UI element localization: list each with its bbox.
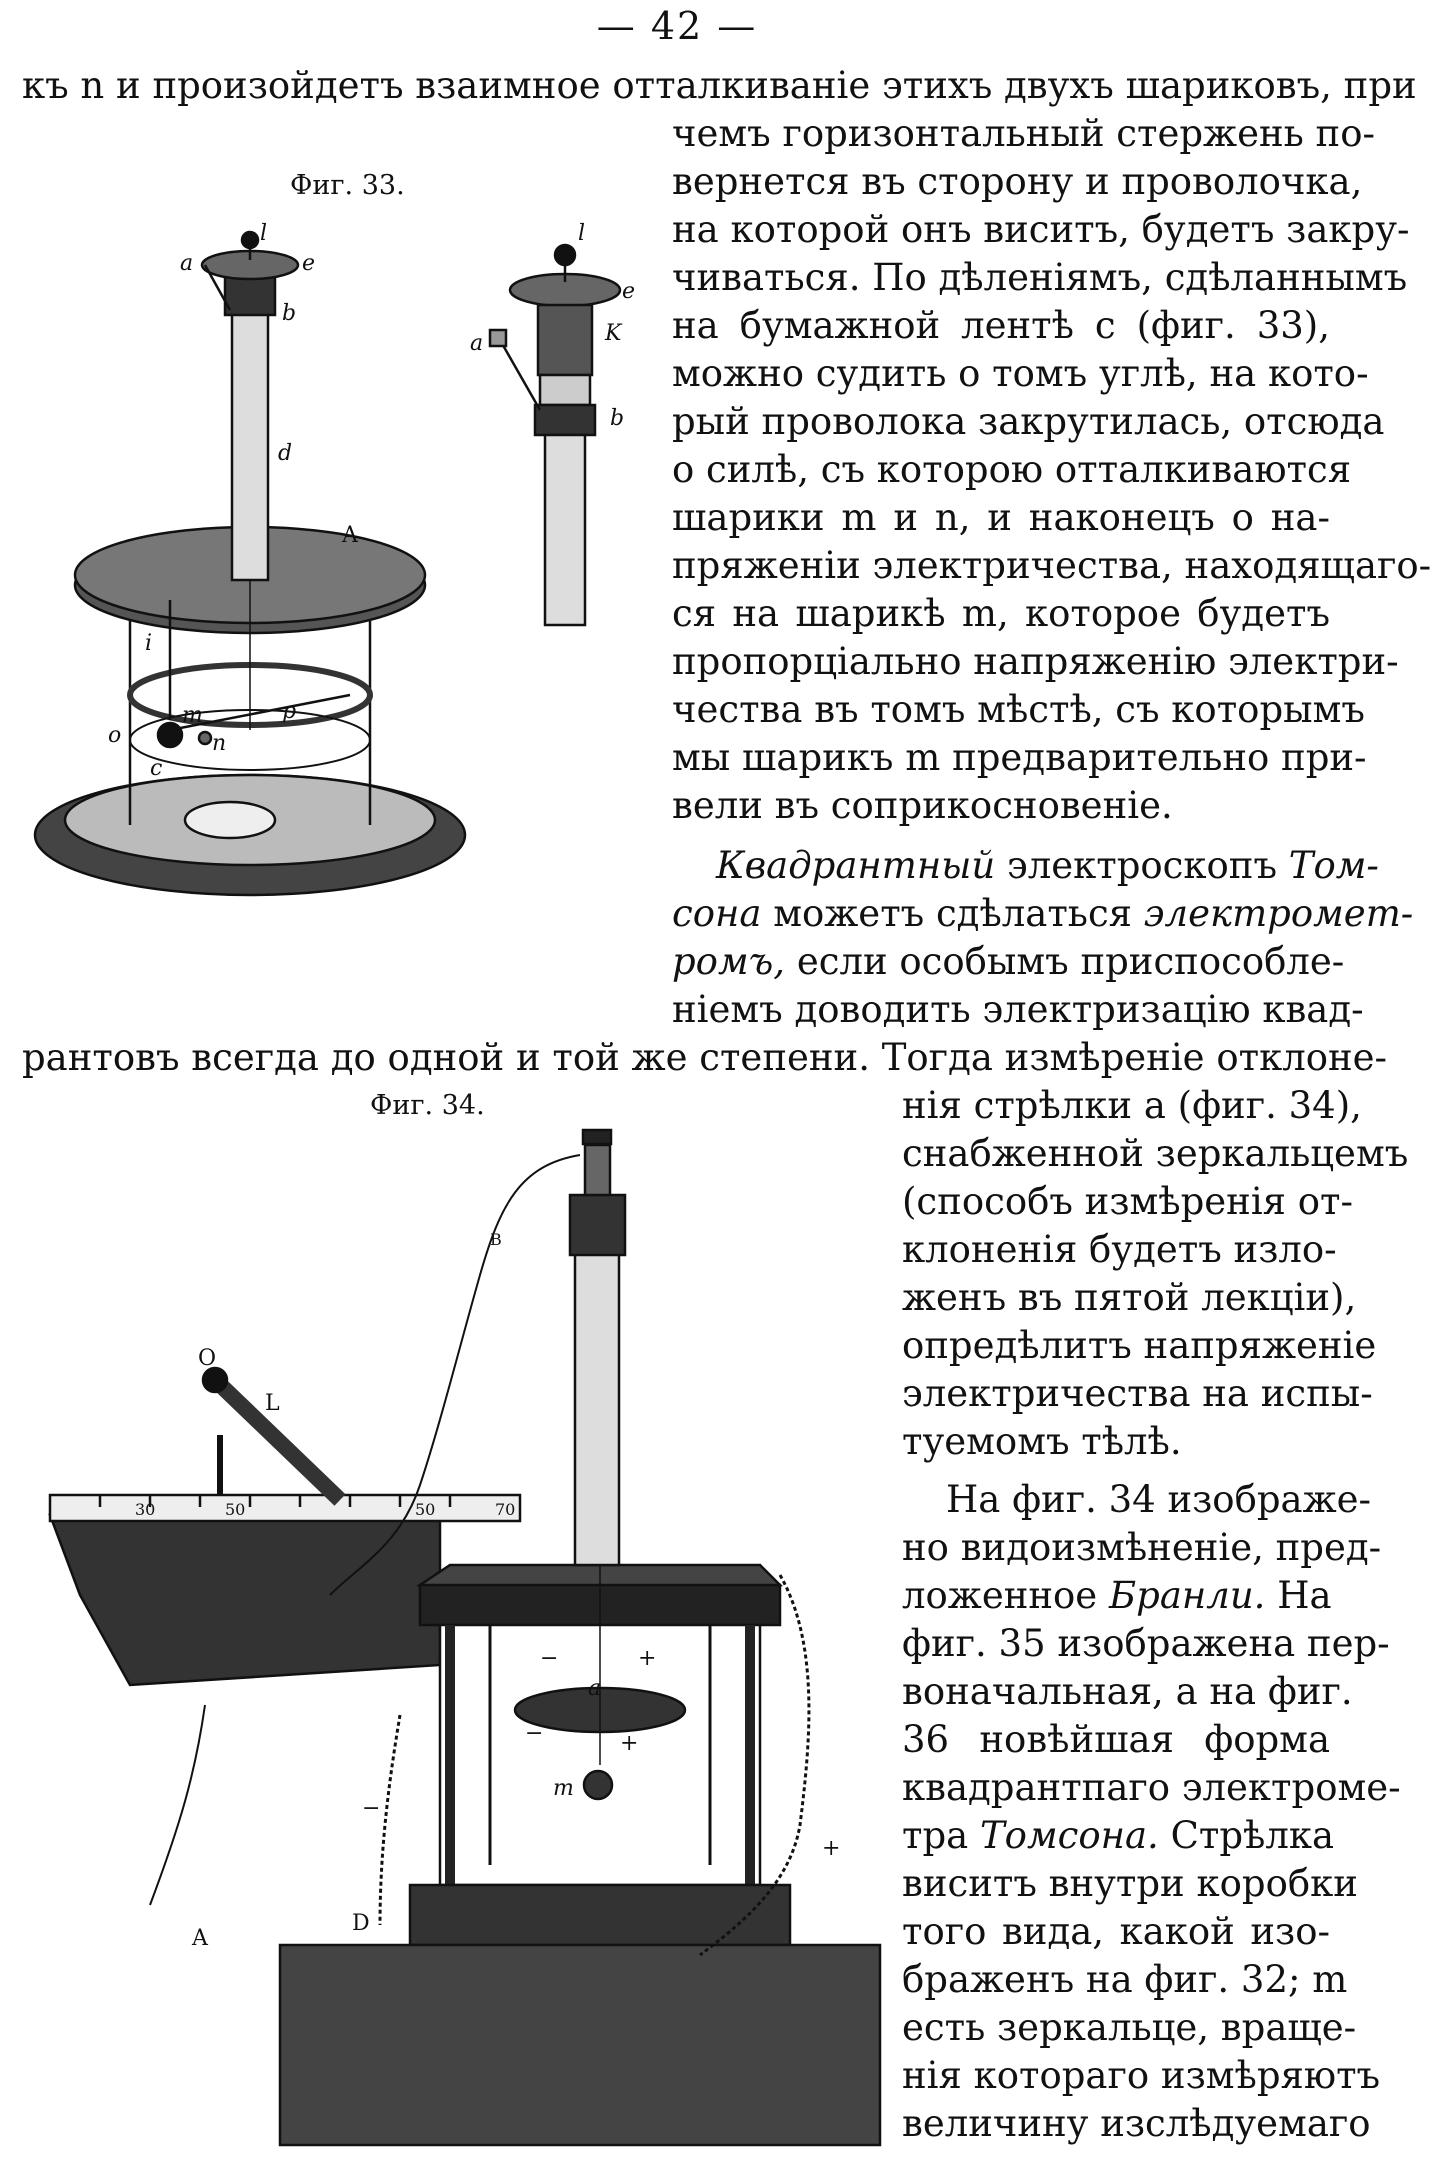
text-line: браженъ на фиг. 32; m	[902, 1958, 1348, 2001]
text-line: вели въ соприкосновенiе.	[672, 784, 1173, 827]
text-line: но видоизмѣненiе, пред-	[902, 1526, 1382, 1569]
text-segment: ложенное	[902, 1574, 1098, 1617]
fig33-label-n: n	[212, 731, 227, 756]
text-line: есть зеркальце, враще-	[902, 2006, 1357, 2049]
fig33-label-a2: a	[470, 331, 484, 356]
fig34-quadrant-sign-4: −	[525, 1721, 544, 1746]
text-line: чемъ горизонтальный стержень по-	[672, 112, 1375, 155]
text-line	[902, 1812, 1335, 1860]
fig34-label-D: D	[352, 1911, 370, 1936]
fig33-label-b: b	[282, 301, 297, 326]
text-line: нiя стрѣлки a (фиг. 34),	[902, 1084, 1362, 1127]
fig34-label-B: B	[490, 1230, 502, 1249]
text-line: рантовъ всегда до одной и той же степени. Тогда измѣренiе отклоне-	[22, 1036, 1388, 1079]
text-line: ся на шарикѣ m, которое будетъ	[672, 592, 1330, 635]
fig34-scale-50b: 50	[415, 1500, 436, 1519]
figure-caption-33: Фиг. 33.	[290, 170, 405, 201]
text-line: рый проволока закрутилась, отсюда	[672, 400, 1385, 443]
text-line: нiя котораго измѣряютъ	[902, 2054, 1381, 2097]
fig34-scale-50a: 50	[225, 1500, 246, 1519]
italic-name: Том-	[1288, 844, 1379, 887]
text-segment: тра	[902, 1814, 969, 1857]
text-line: можно судить о томъ углѣ, на кото-	[672, 352, 1369, 395]
text-line: воначальная, а на фиг.	[902, 1670, 1353, 1713]
text-line: 36 новѣйшая форма	[902, 1718, 1330, 1761]
text-line: вернется въ сторону и проволочка,	[672, 160, 1363, 203]
text-line: квадрантпаго электроме-	[902, 1766, 1401, 1809]
text-line: электричества на испы-	[902, 1372, 1373, 1415]
text-line: туемомъ тѣлѣ.	[902, 1420, 1182, 1463]
fig33-label-p: p	[282, 699, 297, 724]
fig34-label-A: A	[192, 1926, 208, 1951]
fig33-label-i: i	[145, 631, 153, 656]
text-line: женъ въ пятой лекцiи),	[902, 1276, 1357, 1319]
text-line: снабженной зеркальцемъ	[902, 1132, 1409, 1175]
fig33-label-m: m	[182, 703, 203, 728]
fig33-label-b2: b	[610, 406, 625, 431]
text-line: на бумажной лентѣ c (фиг. 33),	[672, 304, 1330, 347]
fig34-minus-sign: −	[362, 1796, 381, 1821]
page-number: — 42 —	[596, 4, 758, 48]
text-line: нiемъ доводить электризацiю квад-	[672, 988, 1364, 1031]
fig34-label-a: a	[588, 1676, 602, 1701]
fig34-quadrant-sign-1: −	[540, 1646, 559, 1671]
fig34-label-m: m	[553, 1776, 574, 1801]
fig34-quadrant-sign-3: +	[620, 1731, 639, 1756]
fig34-scale-30: 30	[135, 1500, 156, 1519]
italic-name: Бранли.	[1108, 1574, 1266, 1617]
fig33-label-o: o	[108, 723, 122, 748]
text-line: на которой онъ виситъ, будетъ закру-	[672, 208, 1410, 251]
text-line: мы шарикъ m предварительно при-	[672, 736, 1367, 779]
fig34-quadrant-sign-2: +	[638, 1646, 657, 1671]
figure-34	[20, 1125, 890, 2155]
text-line: опредѣлитъ напряженiе	[902, 1324, 1377, 1367]
text-line: фиг. 35 изображена пер-	[902, 1622, 1390, 1665]
text-line: пропорцiально напряженiю электри-	[672, 640, 1399, 683]
text-line: клоненiя будетъ изло-	[902, 1228, 1337, 1271]
fig33-label-e: e	[302, 251, 316, 276]
text-line: (способъ измѣренiя от-	[902, 1180, 1354, 1223]
figure-caption-34: Фиг. 34.	[370, 1090, 485, 1121]
text-line: виситъ внутри коробки	[902, 1862, 1358, 1905]
fig34-label-O: O	[198, 1346, 217, 1371]
italic-name: Томсона.	[979, 1814, 1159, 1857]
fig34-scale-70: 70	[495, 1500, 516, 1519]
fig33-label-l: l	[260, 221, 268, 246]
figure-33	[20, 210, 660, 970]
fig33-label-d: d	[278, 441, 293, 466]
text-segment: На	[1277, 1574, 1332, 1617]
italic-term: Квадрантный	[716, 844, 996, 887]
text-segment: электроскопъ	[1006, 844, 1277, 887]
fig33-label-l2: l	[578, 221, 586, 246]
text-line: чества въ томъ мѣстѣ, съ которымъ	[672, 688, 1365, 731]
text-segment: можетъ сдѣлаться	[773, 892, 1133, 935]
fig33-label-e2: e	[622, 279, 636, 304]
text-line	[672, 842, 1379, 890]
fig34-label-L: L	[265, 1391, 280, 1416]
italic-term: ромъ,	[672, 940, 786, 983]
text-line	[672, 938, 1345, 986]
fig33-label-a: a	[180, 251, 194, 276]
italic-name: сона	[672, 892, 762, 935]
fig33-label-A: A	[342, 523, 358, 548]
fig33-label-c: c	[150, 756, 163, 781]
text-line: чиваться. По дѣленiямъ, сдѣланнымъ	[672, 256, 1408, 299]
text-line: шарики m и n, и наконецъ о на-	[672, 496, 1330, 539]
text-line	[902, 1572, 1330, 1620]
text-line: пряженiи электричества, находящаго-	[672, 544, 1431, 587]
text-segment: если особымъ приспособле-	[796, 940, 1345, 983]
text-line: къ n и произойдетъ взаимное отталкиванiе этихъ двухъ шариковъ, при	[22, 64, 1417, 107]
text-line: того вида, какой изо-	[902, 1910, 1330, 1953]
text-line	[672, 890, 1414, 938]
text-line: величину изслѣдуемаго	[902, 2102, 1371, 2145]
text-line: о силѣ, съ которою отталкиваются	[672, 448, 1352, 491]
italic-term: электромет-	[1143, 892, 1414, 935]
fig33-label-k: K	[605, 321, 622, 346]
fig34-plus-sign: +	[822, 1836, 841, 1861]
text-segment: Стрѣлка	[1170, 1814, 1335, 1857]
text-line: На фиг. 34 изображе-	[946, 1478, 1372, 1521]
